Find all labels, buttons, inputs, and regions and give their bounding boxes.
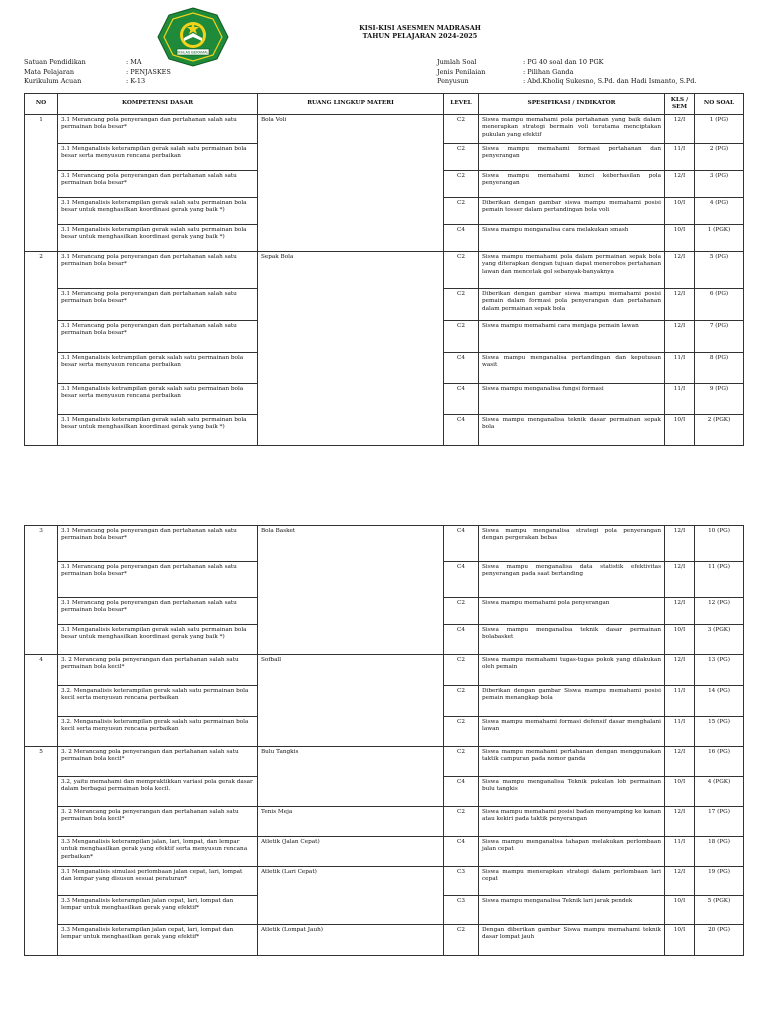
meta-label: Kurikulum Acuan xyxy=(24,77,82,85)
kompetensi-dasar-cell: 3.1 Merancang pola penyerangan dan pertahanan salah satu permainan bola besar* xyxy=(58,598,258,625)
kompetensi-dasar-cell: 3.1 Merancang pola penyerangan dan pertahanan salah satu permainan bola besar* xyxy=(58,321,258,353)
level-cell: C4 xyxy=(444,837,479,867)
kompetensi-dasar-cell: 3.1 Menganalisis keterampilan gerak salah satu permainan bola besar untuk menghasilkan koordinasi gerak yang baik *) xyxy=(58,225,258,252)
kompetensi-dasar-cell: 3.1 Merancang pola penyerangan dan pertahanan salah satu permainan bola besar* xyxy=(58,289,258,321)
no-soal-cell: 1 (PGK) xyxy=(695,225,744,252)
level-cell: C2 xyxy=(444,807,479,837)
level-cell: C4 xyxy=(444,353,479,384)
no-soal-cell: 12 (PG) xyxy=(695,598,744,625)
indikator-cell: Siswa mampu memahami pola pertahanan yang baik dalam menerapkan strategi bermain voli terutama menciptakan pukulan yang efektif xyxy=(479,115,665,144)
indikator-cell: Siswa mampu menganalisa Teknik lari jarak pendek xyxy=(479,896,665,925)
meta-row xyxy=(437,58,696,68)
no-soal-cell: 2 (PGK) xyxy=(695,415,744,446)
meta-label: Jumlah Soal xyxy=(437,58,477,66)
level-cell: C2 xyxy=(444,598,479,625)
meta-row xyxy=(24,58,171,68)
kls-sem-cell: 10/I xyxy=(665,625,695,655)
no-cell: 5 xyxy=(25,747,58,956)
indikator-cell: Diberikan dengan gambar siswa mampu memahami posisi pemain dalam formasi pola penyerangan dan pertahanan dalam permainan sepak bola xyxy=(479,289,665,321)
no-soal-cell: 15 (PG) xyxy=(695,717,744,747)
indikator-cell: Siswa mampu menerapkan strategi dalam perlombaan lari cepat xyxy=(479,867,665,896)
kls-sem-cell: 11/I xyxy=(665,837,695,867)
col-header: KOMPETENSI DASAR xyxy=(58,94,258,115)
no-soal-cell: 4 (PGK) xyxy=(695,777,744,807)
materi-cell: Bola Basket xyxy=(258,526,444,655)
table-row xyxy=(25,115,744,144)
col-header: RUANG LINGKUP MATERI xyxy=(258,94,444,115)
kompetensi-dasar-cell: 3.3 Menganalisis keterampilan jalan cepat, lari, lompat dan lempar untuk menghasilkan gerak yang efektif* xyxy=(58,925,258,956)
materi-cell: Tenis Meja xyxy=(258,807,444,837)
meta-left xyxy=(24,58,171,87)
kompetensi-dasar-cell: 3.1 Menganalisis ketrampilan gerak salah satu permainan bola besar serta menyusun rencana perbaikan xyxy=(58,353,258,384)
kls-sem-cell: 10/I xyxy=(665,415,695,446)
level-cell: C4 xyxy=(444,777,479,807)
table-header-row xyxy=(25,94,744,115)
table-row xyxy=(25,837,744,867)
indikator-cell: Siswa mampu memahami tugas-tugas pokok yang dilakukan oleh pemain xyxy=(479,655,665,686)
indikator-cell: Siswa mampu menganalisa cara melakukan smash xyxy=(479,225,665,252)
kls-sem-cell: 12/I xyxy=(665,171,695,198)
kompetensi-dasar-cell: 3.1 Merancang pola penyerangan dan pertahanan salah satu permainan bola besar* xyxy=(58,171,258,198)
level-cell: C4 xyxy=(444,526,479,562)
level-cell: C2 xyxy=(444,925,479,956)
kompetensi-dasar-cell: 3.3 Menganalisis keterampilan jalan, lari, lompat, dan lempar untuk menghasilkan gerak yang efektif serta menyusun rencana perbaikan* xyxy=(58,837,258,867)
level-cell: C2 xyxy=(444,144,479,171)
materi-cell: Bulu Tangkis xyxy=(258,747,444,807)
kompetensi-dasar-cell: 3.1 Merancang pola penyerangan dan pertahanan salah satu permainan bola besar* xyxy=(58,115,258,144)
kompetensi-dasar-cell: 3.2. Menganalisis keterampilan gerak salah satu permainan bola kecil serta menyusun rencana perbaikan xyxy=(58,717,258,747)
kls-sem-cell: 12/I xyxy=(665,252,695,289)
materi-cell: Atletik (Jalan Cepat) xyxy=(258,837,444,867)
level-cell: C2 xyxy=(444,686,479,717)
no-soal-cell: 4 (PG) xyxy=(695,198,744,225)
meta-label: Jenis Penilaian xyxy=(437,67,486,76)
col-header: NO xyxy=(25,94,58,115)
kls-sem-cell: 10/I xyxy=(665,777,695,807)
indikator-cell: Siswa mampu memahami pertahanan dengan menggunakan taktik campuran pada nomor ganda xyxy=(479,747,665,777)
kompetensi-dasar-cell: 3. 2 Merancang pola penyerangan dan pertahanan salah satu permainan bola kecil* xyxy=(58,747,258,777)
kompetensi-dasar-cell: 3.1 Menganalisis ketrampilan gerak salah satu permainan bola besar serta menyusun rencana perbaikan xyxy=(58,384,258,415)
meta-value: : K-13 xyxy=(126,77,146,85)
no-cell: 4 xyxy=(25,655,58,747)
no-cell: 1 xyxy=(25,115,58,252)
materi-cell: Atletik (Lari Cepat) xyxy=(258,867,444,925)
indikator-cell: Dengan diberikan gambar Siswa mampu memahami teknik dasar lompat jauh xyxy=(479,925,665,956)
indikator-cell: Siswa mampu menganalisa strategi pola penyerangan dengan pergerakan bebas xyxy=(479,526,665,562)
indikator-cell: Siswa mampu memahami pola dalam permainan sepak bola yang diterapkan dengan tujuan dapat menerobos pertahanan lawan dan mencetak gol sebanyak-banyaknya xyxy=(479,252,665,289)
level-cell: C2 xyxy=(444,655,479,686)
kisi-table-2 xyxy=(24,525,744,956)
indikator-cell: Siswa mampu menganalisa teknik dasar permainan sepak bola xyxy=(479,415,665,446)
no-soal-cell: 5 (PGK) xyxy=(695,896,744,925)
kls-sem-cell: 12/I xyxy=(665,807,695,837)
kompetensi-dasar-cell: 3.3 Menganalisis keterampilan jalan cepat, lari, lompat dan lempar untuk menghasilkan gerak yang efektif* xyxy=(58,896,258,925)
meta-row xyxy=(24,77,171,87)
indikator-cell: Siswa mampu memahami cara menjaga pemain lawan xyxy=(479,321,665,353)
kls-sem-cell: 10/I xyxy=(665,198,695,225)
no-soal-cell: 6 (PG) xyxy=(695,289,744,321)
level-cell: C2 xyxy=(444,115,479,144)
table-row xyxy=(25,655,744,686)
no-soal-cell: 20 (PG) xyxy=(695,925,744,956)
kls-sem-cell: 11/I xyxy=(665,353,695,384)
indikator-cell: Diberikan dengan gambar Siswa mampu memahami posisi pemain menangkap bola xyxy=(479,686,665,717)
materi-cell: Sepak Bola xyxy=(258,252,444,446)
no-soal-cell: 3 (PGK) xyxy=(695,625,744,655)
no-soal-cell: 1 (PG) xyxy=(695,115,744,144)
materi-cell: Bola Voli xyxy=(258,115,444,252)
meta-value: : PENJASKES xyxy=(126,67,171,76)
kompetensi-dasar-cell: 3.1 Menganalisis keterampilan gerak salah satu permainan bola besar serta menyusun rencana perbaikan xyxy=(58,144,258,171)
table-row xyxy=(25,747,744,777)
no-soal-cell: 19 (PG) xyxy=(695,867,744,896)
meta-right xyxy=(437,58,696,87)
no-soal-cell: 10 (PG) xyxy=(695,526,744,562)
kls-sem-cell: 12/I xyxy=(665,115,695,144)
no-soal-cell: 5 (PG) xyxy=(695,252,744,289)
meta-label: Mata Pelajaran xyxy=(24,67,75,76)
kls-sem-cell: 12/I xyxy=(665,289,695,321)
kompetensi-dasar-cell: 3.1 Merancang pola penyerangan dan pertahanan salah satu permainan bola besar* xyxy=(58,252,258,289)
meta-row xyxy=(437,68,696,78)
col-header: KLS / SEM xyxy=(665,94,695,115)
table-row xyxy=(25,925,744,956)
no-soal-cell: 9 (PG) xyxy=(695,384,744,415)
level-cell: C3 xyxy=(444,896,479,925)
logo-text: IKHLAS BERAMAL xyxy=(177,50,209,55)
indikator-cell: Siswa mampu memahami formasi defensif dasar menghalani lawan xyxy=(479,717,665,747)
title-line-2: TAHUN PELAJARAN 2024-2025 xyxy=(362,32,478,40)
kls-sem-cell: 11/I xyxy=(665,384,695,415)
indikator-cell: Siswa mampu memahami posisi badan menyamping ke kanan atau kekiri pada taktik penyerangan xyxy=(479,807,665,837)
indikator-cell: Siswa mampu menganalisa tahapan melakukan perlombaan jalan cepat xyxy=(479,837,665,867)
kls-sem-cell: 12/I xyxy=(665,867,695,896)
indikator-cell: Siswa mampu menganalisa pertandingan dan keputusan wasit xyxy=(479,353,665,384)
level-cell: C4 xyxy=(444,225,479,252)
level-cell: C2 xyxy=(444,171,479,198)
kls-sem-cell: 12/I xyxy=(665,562,695,598)
level-cell: C2 xyxy=(444,289,479,321)
kls-sem-cell: 10/I xyxy=(665,925,695,956)
kls-sem-cell: 10/I xyxy=(665,896,695,925)
table-row xyxy=(25,867,744,896)
indikator-cell: Siswa mampu memahami pola penyerangan xyxy=(479,598,665,625)
kompetensi-dasar-cell: 3.1 Menganalisis keterampilan gerak salah satu permainan bola besar untuk menghasilkan koordinasi gerak yang baik *) xyxy=(58,198,258,225)
level-cell: C2 xyxy=(444,252,479,289)
col-header: NO SOAL xyxy=(695,94,744,115)
indikator-cell: Siswa mampu menganalisa fungsi formasi xyxy=(479,384,665,415)
kompetensi-dasar-cell: 3.1 Menganalisis keterampilan gerak salah satu permainan bola besar untuk menghasilkan koordinasi gerak yang baik *) xyxy=(58,415,258,446)
kompetensi-dasar-cell: 3.1 Merancang pola penyerangan dan pertahanan salah satu permainan bola besar* xyxy=(58,526,258,562)
no-soal-cell: 2 (PG) xyxy=(695,144,744,171)
kompetensi-dasar-cell: 3. 2 Merancang pola penyerangan dan pertahanan salah satu permainan bola kecil* xyxy=(58,655,258,686)
level-cell: C4 xyxy=(444,625,479,655)
kompetensi-dasar-cell: 3.2, yaitu memahami dan mempraktikkan variasi pola gerak dasar dalam berbagai permainan bola kecil. xyxy=(58,777,258,807)
no-soal-cell: 17 (PG) xyxy=(695,807,744,837)
meta-value: : Pilihan Ganda xyxy=(523,67,574,76)
kls-sem-cell: 11/I xyxy=(665,686,695,717)
table-row xyxy=(25,526,744,562)
level-cell: C4 xyxy=(444,415,479,446)
indikator-cell: Siswa mampu memahami formasi pertahanan dan penyerangan xyxy=(479,144,665,171)
kompetensi-dasar-cell: 3.1 Merancang pola penyerangan dan pertahanan salah satu permainan bola besar* xyxy=(58,562,258,598)
meta-value: : MA xyxy=(126,58,142,66)
no-soal-cell: 18 (PG) xyxy=(695,837,744,867)
kls-sem-cell: 12/I xyxy=(665,598,695,625)
kls-sem-cell: 11/I xyxy=(665,717,695,747)
kls-sem-cell: 10/I xyxy=(665,225,695,252)
level-cell: C2 xyxy=(444,321,479,353)
no-soal-cell: 7 (PG) xyxy=(695,321,744,353)
indikator-cell: Siswa mampu menganalisa teknik dasar permainan bolabasket xyxy=(479,625,665,655)
kls-sem-cell: 12/I xyxy=(665,655,695,686)
kompetensi-dasar-cell: 3. 2 Merancang pola penyerangan dan pertahanan salah satu permainan bola kecil* xyxy=(58,807,258,837)
indikator-cell: Siswa mampu menganalisa data statistik efektivitas penyerangan pada saat bertanding xyxy=(479,562,665,598)
kompetensi-dasar-cell: 3.2. Menganalisis keterampilan gerak salah satu permainan bola kecil serta menyusun rencana perbaikan xyxy=(58,686,258,717)
document-title xyxy=(300,24,540,40)
no-soal-cell: 14 (PG) xyxy=(695,686,744,717)
meta-row xyxy=(437,77,696,87)
kls-sem-cell: 12/I xyxy=(665,321,695,353)
meta-value: : PG 40 soal dan 10 PGK xyxy=(523,58,604,66)
kompetensi-dasar-cell: 3.1 Menganalisis keterampilan gerak salah satu permainan bola besar untuk menghasilkan koordinasi gerak yang baik *) xyxy=(58,625,258,655)
col-header: SPESIFIKASI / INDIKATOR xyxy=(479,94,665,115)
kompetensi-dasar-cell: 3.1 Menganalisis simulasi perlombaan jalan cepat, lari, lompat dan lempar yang disusun sesuai peraturan* xyxy=(58,867,258,896)
table-row xyxy=(25,807,744,837)
title-line-1: KISI-KISI ASESMEN MADRASAH xyxy=(359,24,481,32)
indikator-cell: Diberikan dengan gambar siswa mampu memahami posisi pemain tosser dalam pertandingan bola voli xyxy=(479,198,665,225)
no-soal-cell: 13 (PG) xyxy=(695,655,744,686)
level-cell: C2 xyxy=(444,717,479,747)
no-soal-cell: 3 (PG) xyxy=(695,171,744,198)
materi-cell: Sofball xyxy=(258,655,444,747)
no-soal-cell: 8 (PG) xyxy=(695,353,744,384)
level-cell: C3 xyxy=(444,867,479,896)
col-header: LEVEL xyxy=(444,94,479,115)
kisi-table-1 xyxy=(24,93,744,446)
meta-label: Penyusun xyxy=(437,77,469,85)
no-cell: 3 xyxy=(25,526,58,655)
kls-sem-cell: 12/I xyxy=(665,526,695,562)
no-soal-cell: 11 (PG) xyxy=(695,562,744,598)
level-cell: C4 xyxy=(444,384,479,415)
no-soal-cell: 16 (PG) xyxy=(695,747,744,777)
no-cell: 2 xyxy=(25,252,58,446)
table-row xyxy=(25,252,744,289)
level-cell: C4 xyxy=(444,562,479,598)
indikator-cell: Siswa mampu menganalisa Teknik pukulan lob permainan bulu tangkis xyxy=(479,777,665,807)
materi-cell: Atletik (Lompat Jauh) xyxy=(258,925,444,956)
meta-value: : Abd.Kholiq Sukesno, S.Pd. dan Hadi Ismanto, S.Pd. xyxy=(523,77,697,85)
meta-row xyxy=(24,68,171,78)
meta-label: Satuan Pendidikan xyxy=(24,58,86,66)
level-cell: C2 xyxy=(444,747,479,777)
kls-sem-cell: 11/I xyxy=(665,144,695,171)
indikator-cell: Siswa mampu memahami kunci keberhasilan pola penyerangan xyxy=(479,171,665,198)
level-cell: C2 xyxy=(444,198,479,225)
kls-sem-cell: 12/I xyxy=(665,747,695,777)
